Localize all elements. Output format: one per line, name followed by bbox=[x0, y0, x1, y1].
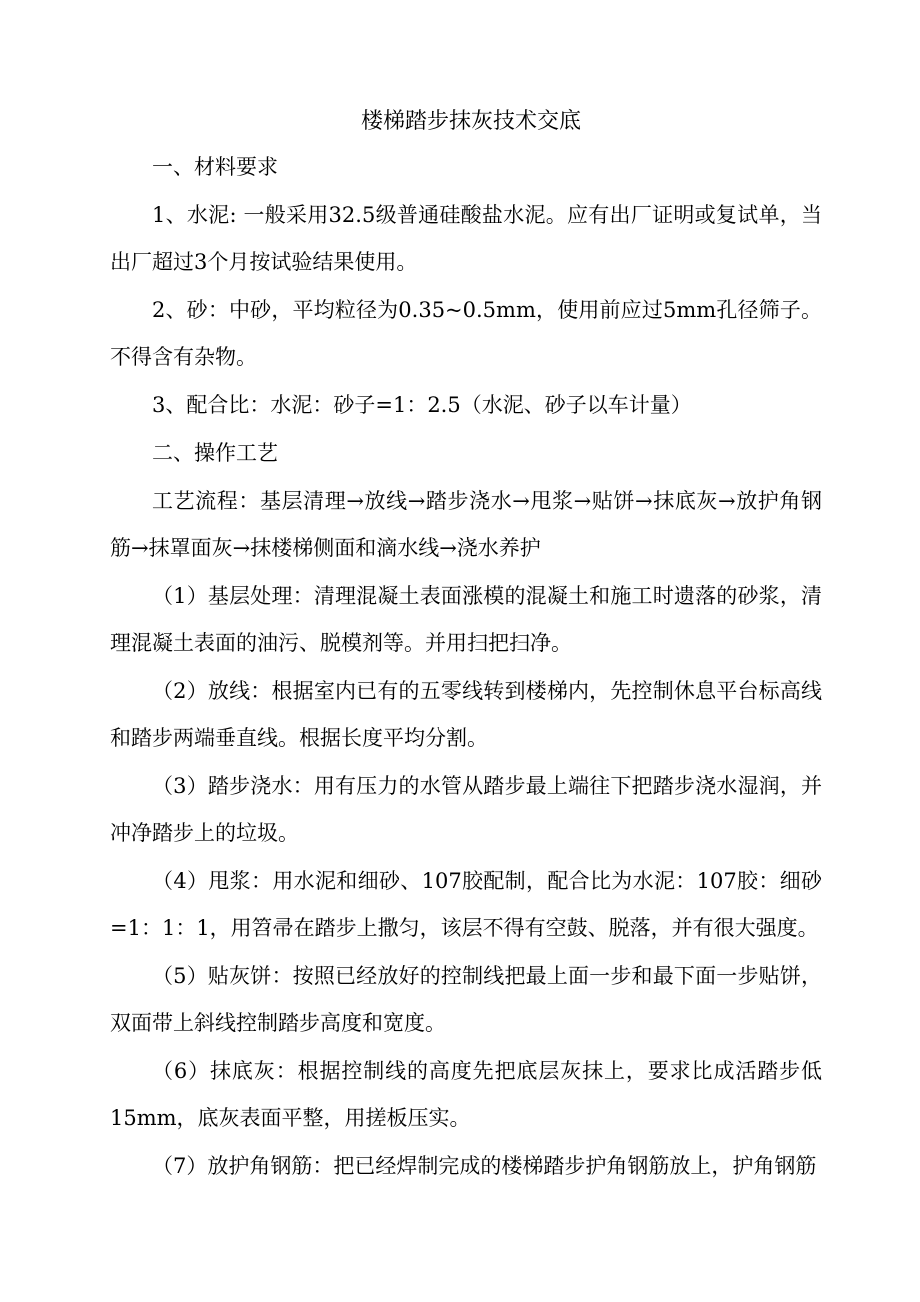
document-page bbox=[110, 100, 822, 1190]
paragraph-sand: 2、砂：中砂，平均粒径为0.35~0.5mm，使用前应过5mm孔径筛子。不得含有杂物。 bbox=[110, 298, 822, 369]
paragraph-step-7: （7）放护角钢筋：把已经焊制完成的楼梯踏步护角钢筋放上，护角钢筋 bbox=[152, 1154, 817, 1178]
paragraph-step-2: （2）放线：根据室内已有的五零线转到楼梯内，先控制休息平台标高线和踏步两端垂直线。根据长度平均分割。 bbox=[110, 679, 822, 750]
paragraph-mix-ratio: 3、配合比：水泥：砂子=1：2.5（水泥、砂子以车计量） bbox=[152, 393, 692, 417]
document-title: 楼梯踏步抹灰技术交底 bbox=[360, 109, 581, 134]
paragraph-step-3: （3）踏步浇水：用有压力的水管从踏步最上端往下把踏步浇水湿润，并冲净踏步上的垃圾。 bbox=[110, 774, 822, 845]
section-heading-process: 二、操作工艺 bbox=[152, 441, 278, 465]
section-heading-materials: 一、材料要求 bbox=[152, 155, 278, 179]
paragraph-process-flow: 工艺流程：基层清理→放线→踏步浇水→甩浆→贴饼→抹底灰→放护角钢筋→抹罩面灰→抹楼梯侧面和滴水线→浇水养护 bbox=[110, 489, 822, 560]
paragraph-step-4: （4）甩浆：用水泥和细砂、107胶配制，配合比为水泥：107胶：细砂=1：1：1，用笤帚在踏步上撒匀，该层不得有空鼓、脱落，并有很大强度。 bbox=[110, 869, 822, 940]
paragraph-cement: 1、水泥: 一般采用32.5级普通硅酸盐水泥。应有出厂证明或复试单，当出厂超过3个月按试验结果使用。 bbox=[110, 203, 822, 274]
paragraph-step-6: （6）抹底灰：根据控制线的高度先把底层灰抹上，要求比成活踏步低15mm，底灰表面平整，用搓板压实。 bbox=[110, 1059, 822, 1130]
paragraph-step-5: （5）贴灰饼：按照已经放好的控制线把最上面一步和最下面一步贴饼，双面带上斜线控制踏步高度和宽度。 bbox=[110, 964, 822, 1035]
paragraph-step-1: （1）基层处理：清理混凝土表面涨模的混凝土和施工时遗落的砂浆，清理混凝土表面的油污、脱模剂等。并用扫把扫净。 bbox=[110, 584, 822, 655]
